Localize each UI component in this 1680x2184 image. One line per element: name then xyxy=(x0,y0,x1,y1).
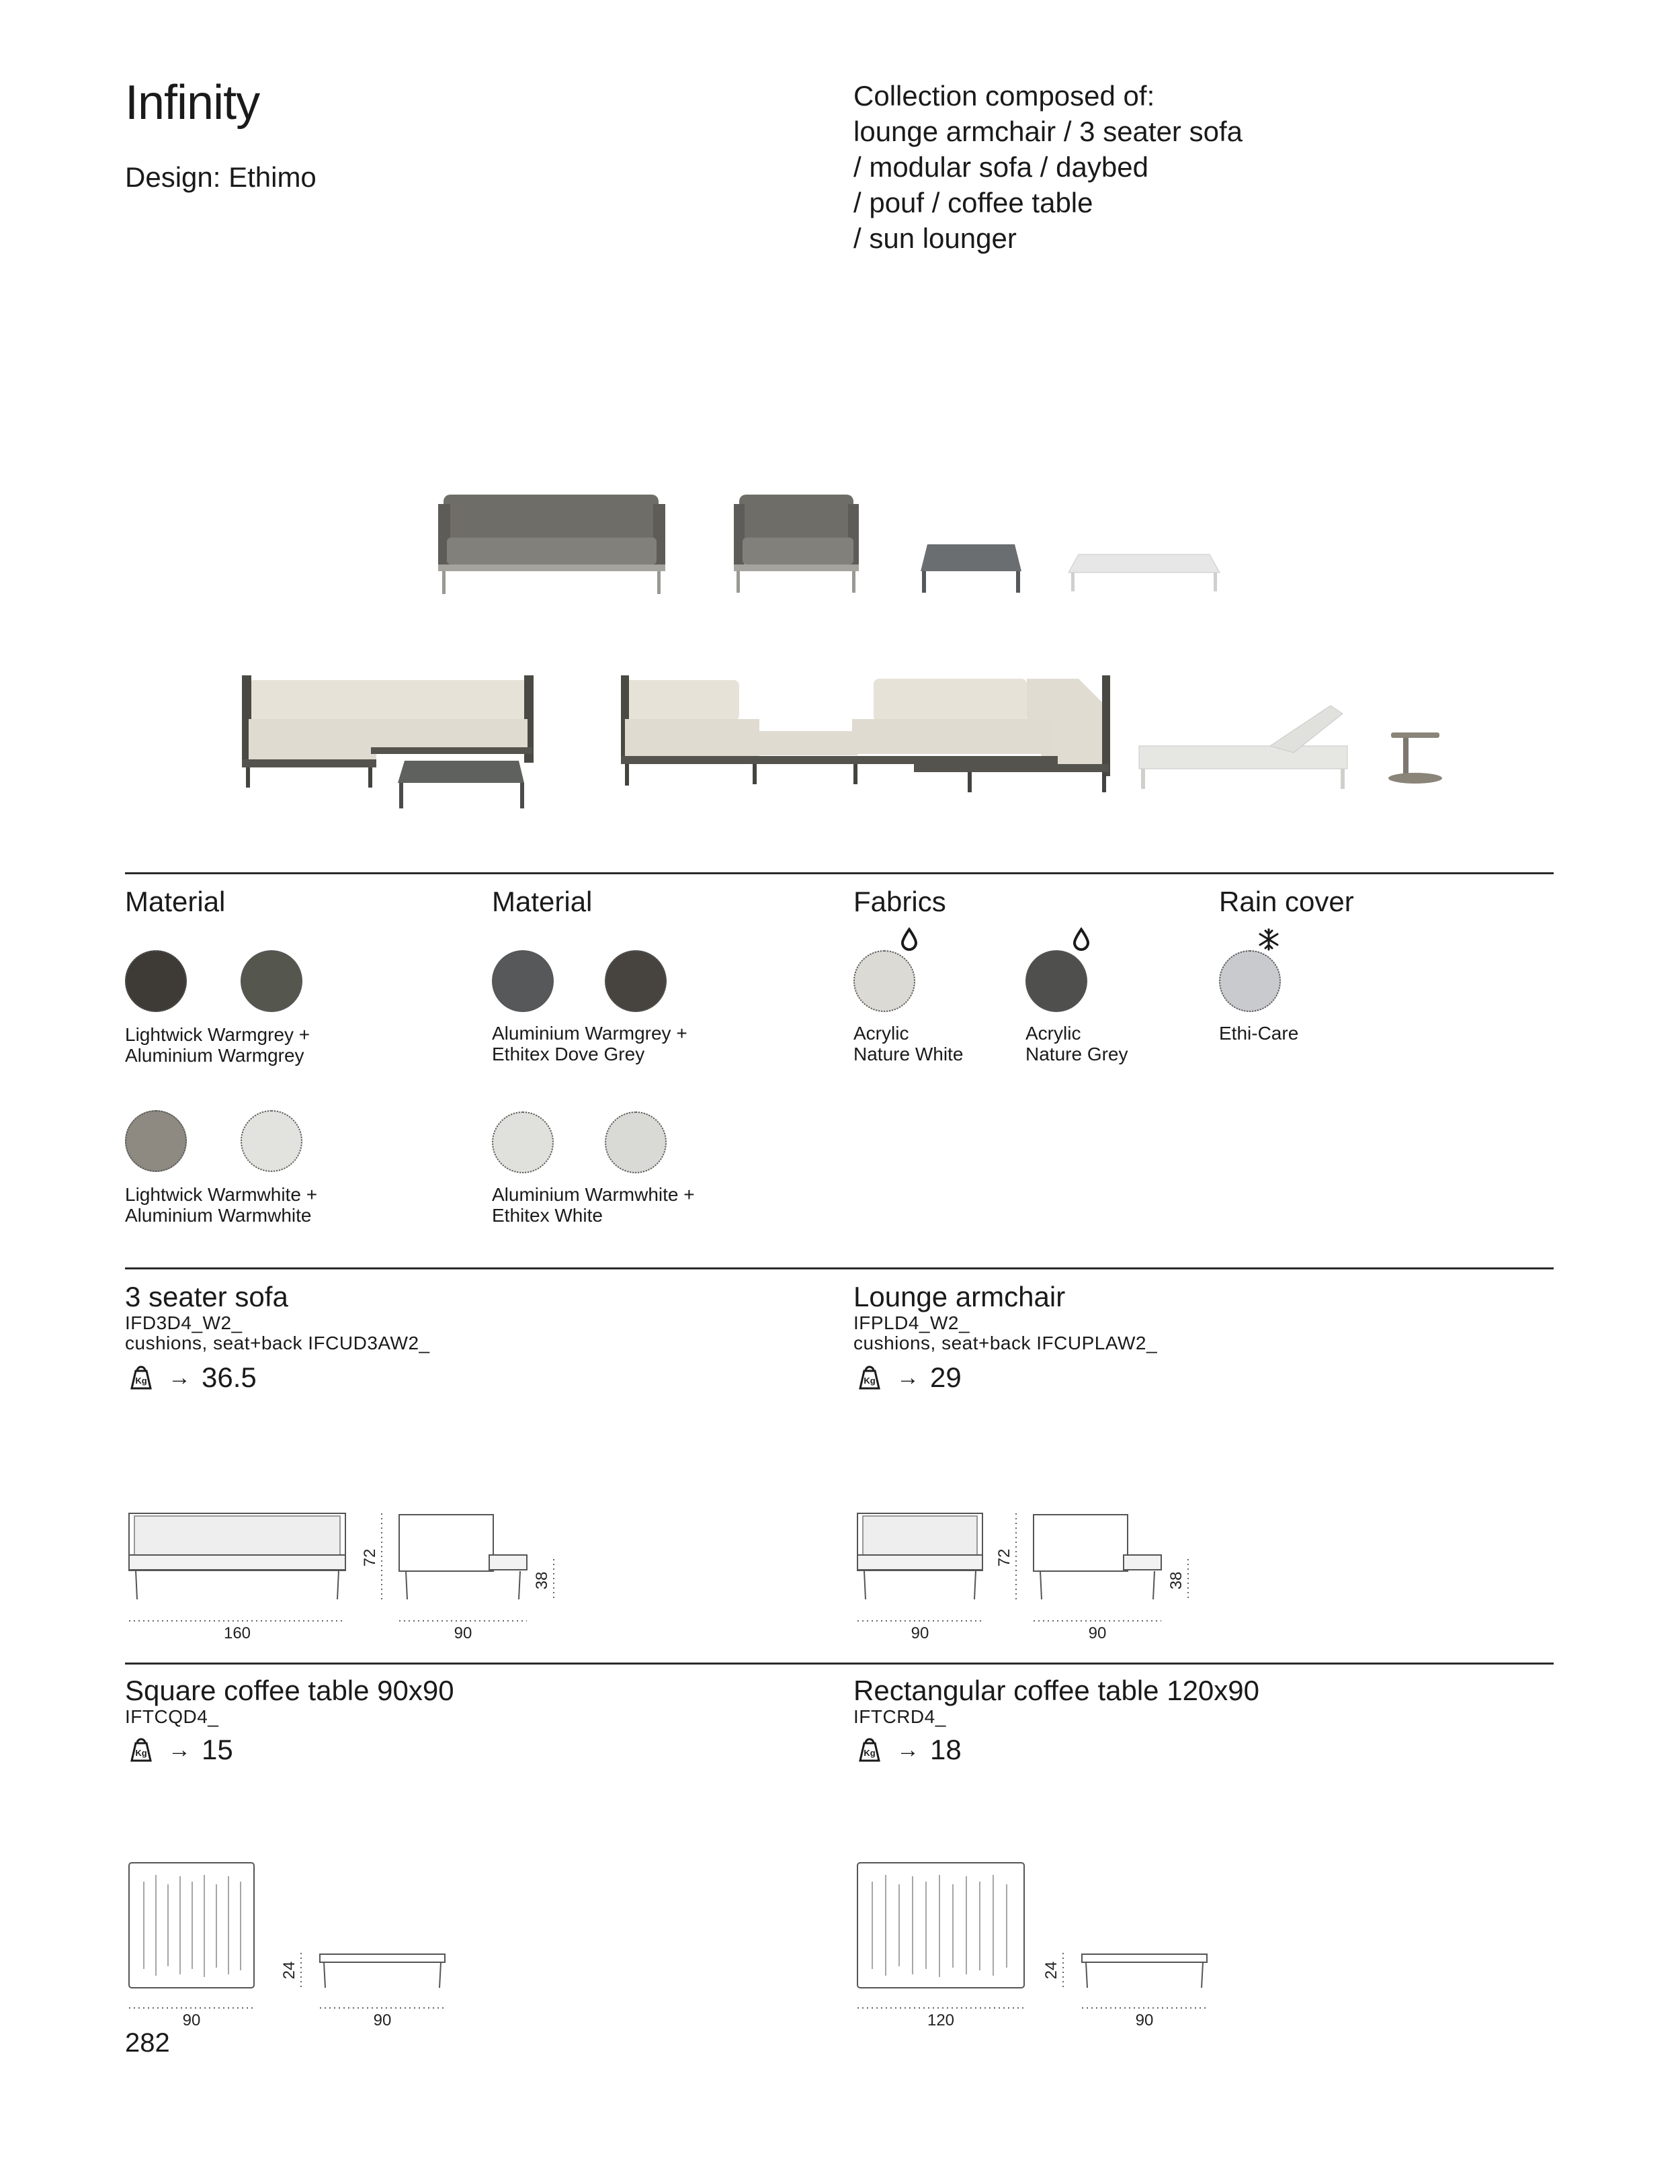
weight-icon xyxy=(125,1364,157,1391)
dimension-label: 72 xyxy=(361,1548,379,1567)
weight-icon-label: Kg xyxy=(864,1748,876,1758)
section-divider xyxy=(125,1663,1554,1665)
side-table-photo xyxy=(1388,732,1442,784)
material-heading: Material xyxy=(492,886,593,917)
dimension-label: 72 xyxy=(995,1548,1013,1567)
water-drop-icon xyxy=(899,927,919,952)
swatch-acrylic-nature-grey xyxy=(1025,950,1087,1012)
armchair-photo xyxy=(734,495,859,593)
sofa-dimension-drawing xyxy=(121,1505,578,1640)
weight-value: 15 xyxy=(202,1734,233,1765)
swatch-aluminium-warmgrey xyxy=(492,950,554,1012)
rain-cover-heading: Rain cover xyxy=(1219,886,1354,917)
product-rect-table xyxy=(853,1675,1259,1727)
sun-lounger-photo xyxy=(1139,706,1347,789)
collection-line: / sun lounger xyxy=(853,222,1017,254)
snowflake-icon xyxy=(1257,927,1281,952)
dimension-label: 90 xyxy=(1088,1624,1107,1640)
fabrics-heading: Fabrics xyxy=(853,886,946,917)
weight-icon-label: Kg xyxy=(135,1376,147,1386)
finish-label xyxy=(125,1024,310,1066)
page-title: Infinity xyxy=(125,76,260,130)
collection-line: / pouf / coffee table xyxy=(853,187,1093,218)
product-name: Rectangular coffee table 120x90 xyxy=(853,1675,1259,1706)
modular-sofa-photo xyxy=(621,675,1110,792)
finish-label-line: Lightwick Warmwhite + xyxy=(125,1184,318,1205)
finish-label-line: Acrylic xyxy=(1025,1023,1081,1044)
page-number: 282 xyxy=(125,2028,170,2058)
dimension-label: 160 xyxy=(223,1624,251,1640)
armchair-dimension-drawing xyxy=(849,1505,1212,1640)
product-name: Square coffee table 90x90 xyxy=(125,1675,454,1706)
corner-sofa-photo xyxy=(242,675,534,808)
weight-row xyxy=(125,1361,257,1394)
finish-label xyxy=(492,1023,687,1064)
weight-icon xyxy=(125,1736,157,1763)
finish-label-line: Nature White xyxy=(853,1044,964,1064)
finish-label-line: Acrylic xyxy=(853,1023,909,1044)
collection-line: / modular sofa / daybed xyxy=(853,151,1148,183)
product-code: IFPLD4_W2_ xyxy=(853,1312,970,1333)
section-divider xyxy=(125,872,1554,874)
dimension-label: 38 xyxy=(1167,1571,1185,1590)
weight-value: 18 xyxy=(930,1734,962,1765)
product-name: 3 seater sofa xyxy=(125,1281,288,1312)
arrow-glyph: → xyxy=(168,1364,191,1390)
finish-label-line: Ethitex Dove Grey xyxy=(492,1044,645,1064)
finish-label-line: Aluminium Warmgrey + xyxy=(492,1023,687,1044)
swatch-aluminium-warmwhite xyxy=(492,1111,554,1173)
product-code: IFD3D4_W2_ xyxy=(125,1312,243,1333)
arrow-glyph: → xyxy=(168,1736,191,1763)
weight-icon-label: Kg xyxy=(864,1376,876,1386)
weight-icon-label: Kg xyxy=(135,1748,147,1758)
cushion-code: cushions, seat+back IFCUPLAW2_ xyxy=(853,1333,1158,1353)
designer-credit: Design: Ethimo xyxy=(125,161,317,193)
dimension-label: 90 xyxy=(911,1624,929,1640)
finish-label-line: Aluminium Warmgrey xyxy=(125,1045,304,1066)
dimension-label: 90 xyxy=(182,2011,201,2029)
white-table-photo xyxy=(1068,554,1220,591)
finish-label-line: Ethi-Care xyxy=(1219,1023,1299,1044)
collection-line: Collection composed of: xyxy=(853,80,1155,112)
arrow-glyph: → xyxy=(896,1736,919,1763)
weight-icon xyxy=(853,1364,886,1391)
product-code: IFTCRD4_ xyxy=(853,1706,946,1727)
swatch-ethitex-white xyxy=(605,1111,667,1173)
collection-description xyxy=(853,78,1243,256)
dimension-label: 24 xyxy=(1042,1961,1060,1980)
dimension-label: 38 xyxy=(533,1571,551,1590)
dimension-label: 90 xyxy=(454,1624,472,1640)
dimension-label: 24 xyxy=(280,1961,298,1980)
finish-label xyxy=(125,1184,317,1226)
swatch-aluminium-warmwhite xyxy=(241,1110,302,1172)
finish-label-line: Aluminium Warmwhite + xyxy=(492,1184,695,1205)
finish-label-line: Lightwick Warmgrey + xyxy=(125,1024,310,1045)
sofa-photo xyxy=(438,495,665,594)
weight-icon xyxy=(853,1736,886,1763)
swatch-ethitex-dove-grey xyxy=(605,950,667,1012)
finish-label xyxy=(492,1184,695,1226)
finish-label xyxy=(853,1023,963,1064)
square-table-dimension-drawing xyxy=(121,1855,470,2029)
weight-row xyxy=(853,1361,962,1394)
arrow-glyph: → xyxy=(896,1364,919,1390)
weight-row xyxy=(853,1734,962,1766)
swatch-ethi-care xyxy=(1219,950,1281,1012)
cushion-code: cushions, seat+back IFCUD3AW2_ xyxy=(125,1333,430,1353)
finish-label-line: Aluminium Warmwhite xyxy=(125,1205,312,1226)
swatch-lightwick-warmgrey xyxy=(125,950,187,1012)
swatch-lightwick-warmwhite xyxy=(125,1110,187,1172)
material-heading: Material xyxy=(125,886,226,917)
product-photo-collage xyxy=(202,470,1478,820)
swatch-aluminium-warmgrey xyxy=(241,950,302,1012)
finish-label xyxy=(1025,1023,1128,1064)
dimension-label: 90 xyxy=(373,2011,392,2029)
rect-table-dimension-drawing xyxy=(849,1855,1226,2029)
dimension-label: 120 xyxy=(927,2011,955,2029)
water-drop-icon xyxy=(1071,927,1091,952)
product-name: Lounge armchair xyxy=(853,1281,1066,1312)
weight-row xyxy=(125,1734,233,1766)
grey-table-photo xyxy=(921,544,1021,593)
finish-label-line: Nature Grey xyxy=(1025,1044,1128,1064)
product-sofa xyxy=(125,1281,430,1353)
collection-line: lounge armchair / 3 seater sofa xyxy=(853,116,1243,147)
product-armchair xyxy=(853,1281,1157,1353)
dimension-label: 90 xyxy=(1135,2011,1154,2029)
finish-label xyxy=(1219,1023,1298,1044)
weight-value: 36.5 xyxy=(202,1361,257,1393)
product-code: IFTCQD4_ xyxy=(125,1706,219,1727)
swatch-acrylic-nature-white xyxy=(853,950,915,1012)
product-square-table xyxy=(125,1675,454,1727)
weight-value: 29 xyxy=(930,1361,962,1393)
finish-label-line: Ethitex White xyxy=(492,1205,603,1226)
section-divider xyxy=(125,1267,1554,1269)
